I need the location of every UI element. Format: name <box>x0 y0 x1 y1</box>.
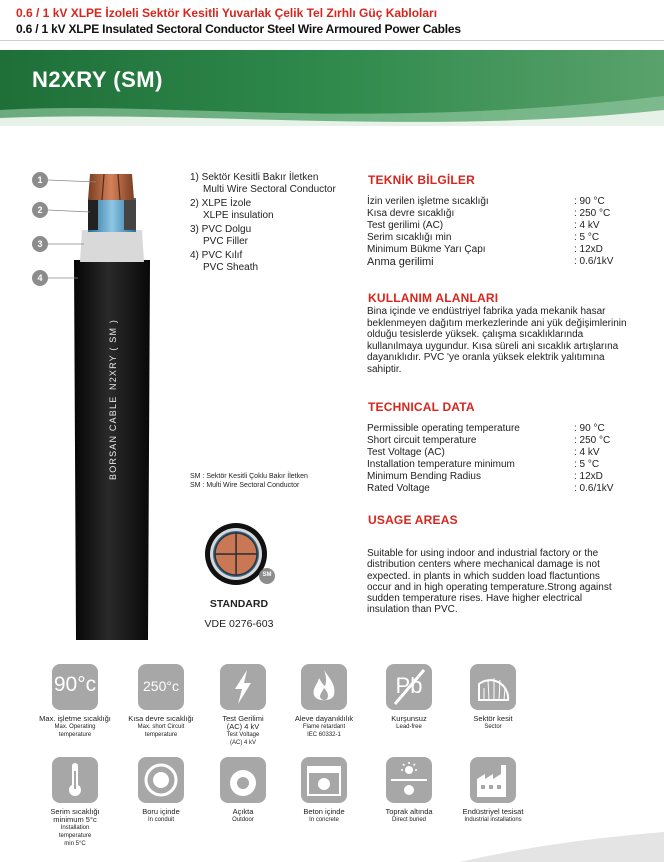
conduit-icon <box>138 757 184 803</box>
icon-caption <box>279 808 369 824</box>
standard-value: VDE 0276-603 <box>204 618 274 630</box>
short-circuit-temp-value: 250°c <box>143 678 179 694</box>
spec-label: Permissible operating temperature <box>367 423 520 434</box>
usage-en-line: distribution centers where mechanical damage is not <box>367 559 600 571</box>
icon-caption <box>116 715 206 739</box>
icon-caption <box>448 808 538 824</box>
icon-caption-main: Toprak altında <box>385 807 433 816</box>
icon-caption-sub: Max. Operating <box>54 724 96 730</box>
legend-item-3-tr: 3) PVC Dolgu <box>190 224 252 235</box>
icon-caption-sub: min 5°C <box>64 841 86 847</box>
industrial-icon <box>470 757 516 803</box>
standard-label: STANDARD <box>209 598 269 610</box>
icon-caption <box>364 808 454 824</box>
spec-row <box>0 244 664 256</box>
icon-caption-sub: Direct buried <box>391 817 426 823</box>
spec-value: : 90 °C <box>574 196 605 207</box>
concrete-icon <box>301 757 347 803</box>
spec-value: : 12xD <box>574 471 603 482</box>
max-operating-temp-icon <box>52 664 98 710</box>
product-code: N2XRY (SM) <box>32 67 163 92</box>
legend-item-4-en: PVC Sheath <box>203 262 259 273</box>
in-concrete-icon <box>301 757 347 803</box>
icon-caption-sub: Installation <box>60 825 90 831</box>
legend-item-2-tr: 2) XLPE İzole <box>190 198 252 209</box>
spec-label: Test Voltage (AC) <box>367 447 445 458</box>
technical-tr-table <box>0 196 664 268</box>
max-operating-temp-value: 90°c <box>53 673 97 696</box>
legend-item-3-en: PVC Filler <box>203 236 249 247</box>
icon-caption-main: Endüstriyel tesisat <box>462 807 524 816</box>
footer-swoosh <box>460 830 664 862</box>
sheath-print-type: N2XRY ( SM ) <box>108 318 118 390</box>
icon-caption-sub: temperature <box>58 833 92 839</box>
thermometer-icon <box>52 757 98 803</box>
spec-value: : 12xD <box>574 244 603 255</box>
title-english: 0.6 / 1 kV XLPE Insulated Sectoral Conductor Steel Wire Armoured Power Cables <box>16 22 461 36</box>
icon-caption <box>448 715 538 731</box>
icon-caption-main: Kurşunsuz <box>391 714 427 723</box>
icon-caption-sub: Max. short Circuit <box>137 724 185 730</box>
spec-value: : 90 °C <box>574 423 605 434</box>
lightning-icon <box>220 664 266 710</box>
icon-caption-main: Boru içinde <box>142 807 180 816</box>
usage-en-line: insulation than PVC. <box>367 604 458 616</box>
spec-row <box>0 447 664 459</box>
spec-row <box>0 471 664 483</box>
spec-row <box>0 196 664 208</box>
installation-temp-icon <box>52 757 98 803</box>
spec-row <box>0 459 664 471</box>
icon-caption <box>198 715 288 747</box>
spec-row <box>0 483 664 495</box>
spec-row <box>0 208 664 220</box>
short-circuit-temp-icon <box>138 664 184 710</box>
sm-badge: SM <box>262 572 272 578</box>
direct-buried-icon <box>386 757 432 803</box>
icon-caption-sub: In conduit <box>147 817 175 823</box>
spec-label: Test gerilimi (AC) <box>367 220 444 231</box>
usage-en-line: Suitable for using indoor and industrial factory or the <box>367 548 599 559</box>
section-title-usage-en: USAGE AREAS <box>368 513 458 527</box>
icon-caption-sub: Sector <box>484 724 502 730</box>
icon-caption <box>364 715 454 731</box>
icon-caption-sub: (AC) 4 kV <box>226 722 260 731</box>
spec-label: Minimum Bending Radius <box>367 471 481 482</box>
legend-item-2-en: XLPE insulation <box>203 210 274 221</box>
spec-label: İzin verilen işletme sıcaklığı <box>367 196 489 207</box>
legend-item-1-en: Multi Wire Sectoral Conductor <box>203 184 336 195</box>
icon-caption <box>198 808 288 824</box>
spec-label: Rated Voltage <box>367 483 430 494</box>
spec-label: Short circuit temperature <box>367 435 477 446</box>
usage-en-text <box>367 548 627 616</box>
outdoor-shape-icon <box>220 757 266 803</box>
marker-2: 2 <box>32 202 48 218</box>
spec-label: Serim sıcaklığı min <box>367 232 452 243</box>
usage-en-line: sudden temperature rises. Have higher electrical <box>367 593 583 605</box>
spec-label: Anma gerilimi <box>367 256 434 268</box>
icon-caption-main: Max. işletme sıcaklığı <box>39 714 111 723</box>
icon-caption <box>116 808 206 824</box>
usage-tr-line: sahiptir. <box>367 363 402 375</box>
spec-row <box>0 423 664 435</box>
spec-value: : 5 °C <box>574 459 600 470</box>
icon-caption <box>279 715 369 739</box>
icon-caption-sub: minimum 5°c <box>53 815 97 824</box>
header-divider <box>0 40 664 41</box>
marker-3: 3 <box>32 236 48 252</box>
icon-caption-main: Test Gerilimi <box>222 714 264 723</box>
spec-value: : 4 kV <box>574 220 600 231</box>
usage-tr-text <box>367 306 631 375</box>
test-voltage-icon <box>220 664 266 710</box>
icon-caption-main: Beton içinde <box>303 807 345 816</box>
icon-caption <box>30 715 120 739</box>
spec-row <box>0 232 664 244</box>
usage-en-line: expected. in plants in which sudden load flactuntions <box>367 570 600 582</box>
legend-item-1 <box>190 172 336 196</box>
icon-caption-sub: In concrete <box>309 817 339 823</box>
sector-icon <box>470 664 516 710</box>
usage-tr-line: kullanılmaya uygundur. Kısa süreli ani sıcaklık artışlarına <box>367 340 619 352</box>
icon-caption-main: Serim sıcaklığı <box>50 807 100 816</box>
section-title-usage-tr: KULLANIM ALANLARI <box>368 291 499 305</box>
icon-caption-sub: Outdoor <box>232 817 254 823</box>
sun-ground-icon <box>386 757 432 803</box>
usage-tr-line: beklenmeyen dağıtım merkezlerinde ani yük değişimlerinin <box>367 317 627 329</box>
in-conduit-icon <box>138 757 184 803</box>
section-title-technical-tr: TEKNİK BİLGİLER <box>368 173 475 187</box>
spec-row <box>0 256 664 268</box>
usage-tr-line: olduğu tesislerde yüksek. çalışma sıcaklıklarında <box>367 329 584 340</box>
section-title-technical-en: TECHNICAL DATA <box>368 400 475 414</box>
icon-caption-sub: temperature <box>58 732 92 738</box>
sm-note-en: SM : Multi Wire Sectoral Conductor <box>190 482 300 489</box>
usage-tr-line: dayanıklıdır. PVC 'ye oranla yüksek elektrik yalıtımına <box>367 352 605 363</box>
spec-value: : 5 °C <box>574 232 600 243</box>
factory-icon <box>470 757 516 803</box>
spec-value: : 0.6/1kV <box>574 483 614 494</box>
spec-value: : 250 °C <box>574 208 611 219</box>
icon-caption-main: Aleve dayanıklılık <box>294 714 354 723</box>
legend-item-1-tr: 1) Sektör Kesitli Bakır İletken <box>190 172 319 183</box>
icon-caption-sub: Test Voltage <box>226 732 260 738</box>
lead-symbol: Pb <box>395 673 423 698</box>
leader-1 <box>48 180 96 182</box>
icon-caption-main: Açıkta <box>232 807 254 816</box>
marker-1: 1 <box>32 172 48 188</box>
spec-row <box>0 220 664 232</box>
sheath-print-brand: BORSAN CABLE <box>108 395 118 480</box>
icon-caption-sub: Industrial installations <box>464 817 522 823</box>
spec-value: : 4 kV <box>574 447 600 458</box>
marker-4: 4 <box>32 270 48 286</box>
icon-caption-main: Sektör kesit <box>473 714 513 723</box>
icon-caption-sub: temperature <box>144 732 178 738</box>
sector-shape-icon <box>470 664 516 710</box>
sm-note-tr: SM : Sektör Kesitli Çoklu Bakır İletken <box>190 473 308 480</box>
icon-caption <box>30 808 120 848</box>
usage-en-line: occur and in high operating temperature.Strong against <box>367 581 612 593</box>
icon-caption-main: Kısa devre sıcaklığı <box>128 714 194 723</box>
outdoor-icon <box>220 757 266 803</box>
usage-tr-line: Bina içinde ve endüstriyel fabrika yada mekanik hasar <box>367 306 606 317</box>
icon-caption-sub: Lead-free <box>396 724 422 730</box>
icon-caption-sub: IEC 60332-1 <box>307 732 341 738</box>
legend-item-4-tr: 4) PVC Kılıf <box>190 250 243 261</box>
lead-free-icon <box>386 664 432 710</box>
spec-value: : 0.6/1kV <box>574 256 614 267</box>
spec-label: Installation temperature minimum <box>367 459 515 470</box>
technical-en-table <box>0 423 664 495</box>
title-turkish: 0.6 / 1 kV XLPE İzoleli Sektör Kesitli Yuvarlak Çelik Tel Zırhlı Güç Kabloları <box>16 6 438 20</box>
spec-row <box>0 435 664 447</box>
icon-caption-sub: Flame retardant <box>302 724 346 730</box>
flame-retardant-icon <box>301 664 347 710</box>
spec-value: : 250 °C <box>574 435 611 446</box>
spec-label: Kısa devre sıcaklığı <box>367 208 455 219</box>
flame-icon <box>301 664 347 710</box>
spec-label: Minimum Bükme Yarı Çapı <box>367 244 486 255</box>
icon-caption-sub: (AC) 4 kV <box>229 740 256 746</box>
